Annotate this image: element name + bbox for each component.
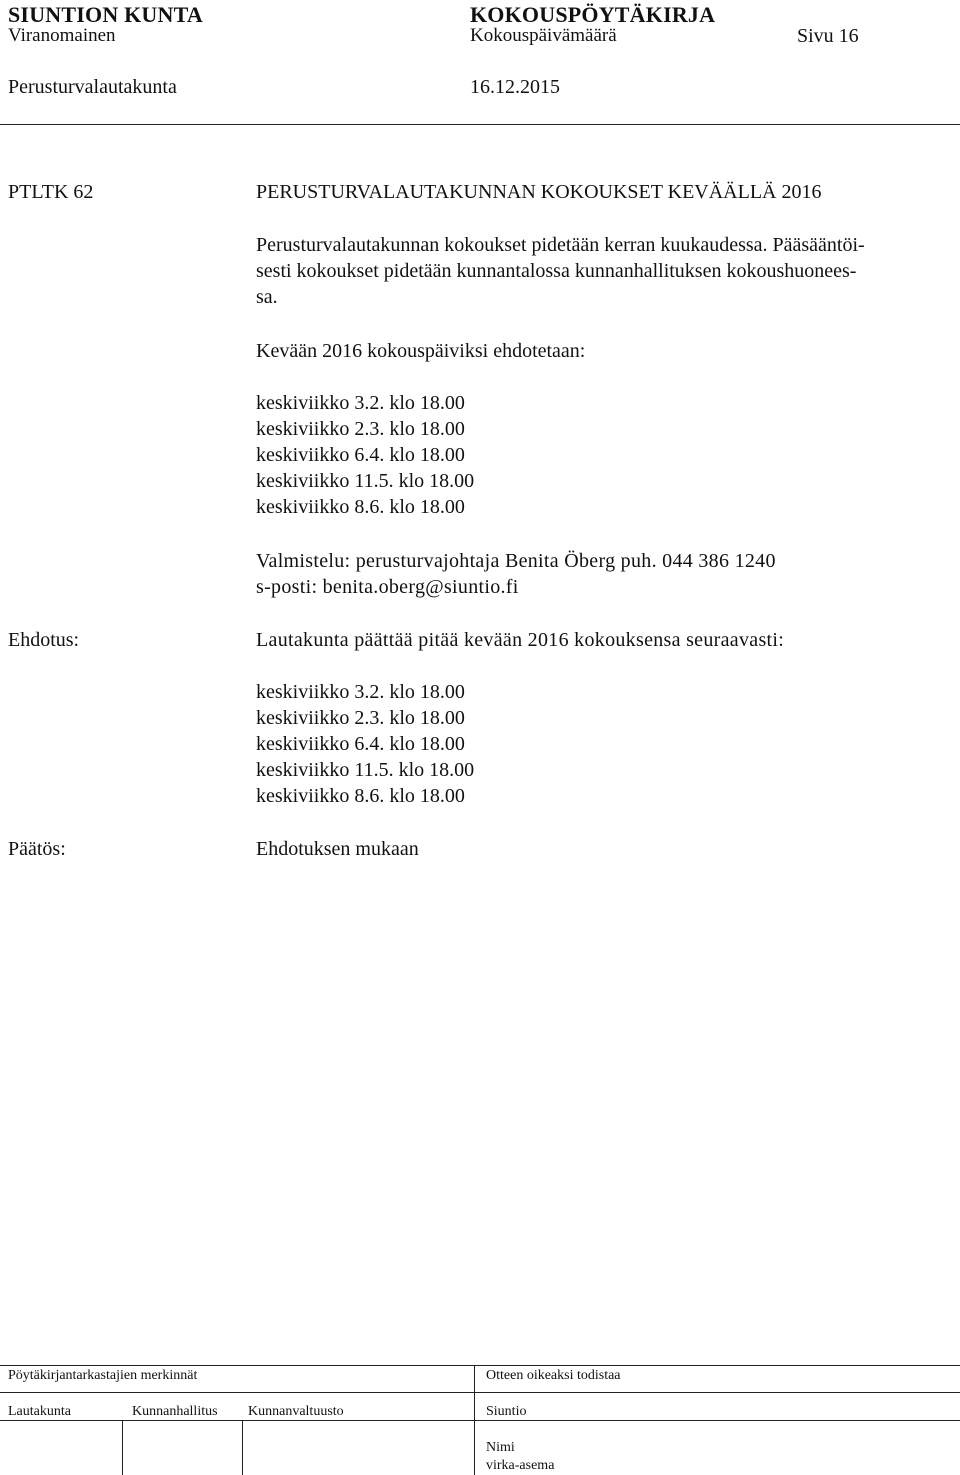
list-item: keskiviikko 3.2. klo 18.00 bbox=[256, 392, 465, 414]
footer-row-line bbox=[0, 1420, 960, 1421]
list-item: keskiviikko 3.2. klo 18.00 bbox=[256, 681, 465, 703]
name-label: Nimi bbox=[486, 1440, 515, 1455]
meeting-date: 16.12.2015 bbox=[470, 76, 560, 98]
preparer-line-1: Valmistelu: perusturvajohtaja Benita Öberg puh. 044 386 1240 bbox=[256, 550, 776, 572]
footer-col-kunnanvaltuusto: Kunnanvaltuusto bbox=[248, 1404, 344, 1419]
meeting-date-label: Kokouspäivämäärä bbox=[470, 25, 617, 46]
list-item: keskiviikko 6.4. klo 18.00 bbox=[256, 444, 465, 466]
list-item: keskiviikko 2.3. klo 18.00 bbox=[256, 707, 465, 729]
intro-line-3: sa. bbox=[256, 286, 278, 308]
footer-col-lautakunta: Lautakunta bbox=[8, 1404, 71, 1419]
position-label: virka-asema bbox=[486, 1458, 555, 1473]
municipality-name: SIUNTION KUNTA bbox=[8, 2, 203, 27]
decided-dates-list bbox=[256, 679, 474, 809]
footer-col-kunnanhallitus: Kunnanhallitus bbox=[132, 1404, 218, 1419]
footer-top-line bbox=[0, 1365, 960, 1366]
decision-label: Päätös: bbox=[8, 838, 66, 860]
list-item: keskiviikko 2.3. klo 18.00 bbox=[256, 418, 465, 440]
footer-col-siuntio: Siuntio bbox=[486, 1404, 527, 1419]
document-type: KOKOUSPÖYTÄKIRJA bbox=[470, 2, 716, 27]
list-item: keskiviikko 11.5. klo 18.00 bbox=[256, 759, 475, 781]
preparer-line-2: s-posti: benita.oberg@siuntio.fi bbox=[256, 576, 519, 598]
authority-name: Perusturvalautakunta bbox=[8, 76, 177, 98]
reviewers-label: Pöytäkirjantarkastajien merkinnät bbox=[8, 1368, 198, 1383]
footer-divider-1 bbox=[122, 1420, 123, 1475]
footer-divider-2 bbox=[242, 1420, 243, 1475]
intro-line-1: Perusturvalautakunnan kokoukset pidetään kerran kuukaudessa. Pääsääntöi- bbox=[256, 234, 865, 256]
footer-divider-3 bbox=[474, 1365, 475, 1475]
proposed-dates-list bbox=[256, 390, 474, 520]
list-item: keskiviikko 11.5. klo 18.00 bbox=[256, 470, 475, 492]
list-item: keskiviikko 8.6. klo 18.00 bbox=[256, 496, 465, 518]
item-title: PERUSTURVALAUTAKUNNAN KOKOUKSET KEVÄÄLLÄ 2016 bbox=[256, 181, 822, 203]
proposal-label: Ehdotus: bbox=[8, 629, 80, 651]
decision-text: Ehdotuksen mukaan bbox=[256, 838, 419, 860]
proposal-heading: Kevään 2016 kokouspäiviksi ehdotetaan: bbox=[256, 340, 586, 362]
preparer-info bbox=[256, 548, 776, 600]
proposal-text: Lautakunta päättää pitää kevään 2016 kokouksensa seuraavasti: bbox=[256, 629, 785, 651]
intro-line-2: sesti kokoukset pidetään kunnantalossa kunnanhallituksen kokoushuonees- bbox=[256, 260, 857, 282]
header-divider bbox=[0, 124, 960, 125]
page-number: Sivu 16 bbox=[797, 25, 859, 47]
list-item: keskiviikko 6.4. klo 18.00 bbox=[256, 733, 465, 755]
item-number: PTLTK 62 bbox=[8, 181, 94, 203]
list-item: keskiviikko 8.6. klo 18.00 bbox=[256, 785, 465, 807]
intro-paragraph bbox=[256, 232, 865, 310]
footer-mid-line bbox=[0, 1392, 960, 1393]
certified-label: Otteen oikeaksi todistaa bbox=[486, 1368, 621, 1383]
authority-label: Viranomainen bbox=[8, 25, 116, 46]
